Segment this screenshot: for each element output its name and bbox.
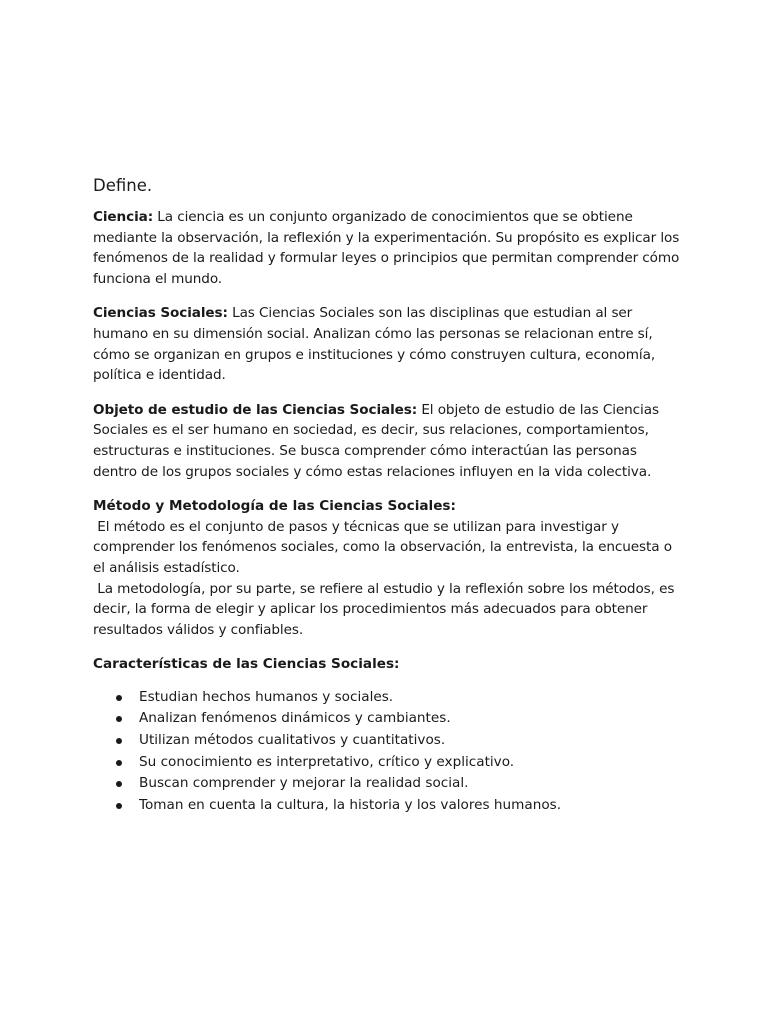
bullet-icon: [116, 695, 122, 701]
ciencia-label: Ciencia:: [93, 209, 154, 225]
list-item: [93, 752, 683, 774]
objeto-label: Objeto de estudio de las Ciencias Sociales:: [93, 401, 418, 418]
list-item: [93, 730, 683, 752]
list-item: [93, 708, 683, 730]
bullet-icon: [116, 803, 122, 809]
objeto-text: El objeto de estudio de las Ciencias Sociales es el ser humano en sociedad, es decir, sus relaciones, comportamientos, estructuras e instituciones. Se busca comprender cómo interactúan las personas dentro de los grupos sociales y cómo estas relaciones influyen en la vida colectiva.: [93, 401, 659, 480]
list-item-text: Analizan fenómenos dinámicos y cambiantes.: [139, 710, 451, 727]
caracteristicas-section: [93, 654, 683, 816]
metodo-text: El método es el conjunto de pasos y técnicas que se utilizan para investigar y comprender los fenómenos sociales, como la observación, la entrevista, la encuesta o el análisis estadístico.: [93, 518, 677, 576]
list-item-text: Su conocimiento es interpretativo, crítico y explicativo.: [139, 753, 515, 770]
bullet-icon: [116, 716, 122, 722]
heading-text: Define: [93, 176, 147, 195]
bullet-icon: [116, 738, 122, 744]
bullet-icon: [116, 781, 122, 787]
ciencia-paragraph: [93, 207, 683, 289]
ciencia-text: La ciencia es un conjunto organizado de conocimientos que se obtiene mediante la observación, la reflexión y la experimentación. Su propósito es explicar los fenómenos de la realidad y formular leyes o principios que permitan comprender cómo funciona el mundo.: [93, 209, 680, 287]
list-item: [93, 795, 683, 817]
list-item-text: Utilizan métodos cualitativos y cuantitativos.: [139, 732, 446, 749]
ciencias-sociales-paragraph: [93, 303, 683, 385]
metodo-label: Método y Metodología de las Ciencias Sociales:: [93, 498, 456, 515]
metodo-section: [93, 496, 683, 640]
metodologia-text: La metodología, por su parte, se refiere al estudio y la reflexión sobre los métodos, es decir, la forma de elegir y aplicar los procedimientos más adecuados para obtener resultados válidos y confiables.: [93, 580, 679, 638]
list-item: [93, 687, 683, 709]
list-item-text: Toman en cuenta la cultura, la historia y los valores humanos.: [139, 796, 562, 813]
objeto-paragraph: [93, 400, 683, 482]
list-item: [93, 773, 683, 795]
caracteristicas-label: Características de las Ciencias Sociales:: [93, 656, 400, 673]
document-page: [93, 174, 683, 816]
bullet-icon: [116, 760, 122, 766]
heading-period: .: [146, 176, 153, 195]
ciencias-sociales-text: Las Ciencias Sociales son las disciplinas que estudian al ser humano en su dimensión social. Analizan cómo las personas se relacionan entre sí, cómo se organizan en grupos e instituciones y cómo construyen cultura, economía, política e identidad.: [93, 305, 656, 384]
section-spacer: [93, 640, 683, 654]
page-heading: [93, 174, 683, 198]
ciencias-sociales-label: Ciencias Sociales:: [93, 305, 228, 322]
list-item-text: Estudian hechos humanos y sociales.: [139, 688, 394, 705]
caracteristicas-list: [93, 687, 683, 817]
list-item-text: Buscan comprender y mejorar la realidad social.: [139, 775, 469, 792]
